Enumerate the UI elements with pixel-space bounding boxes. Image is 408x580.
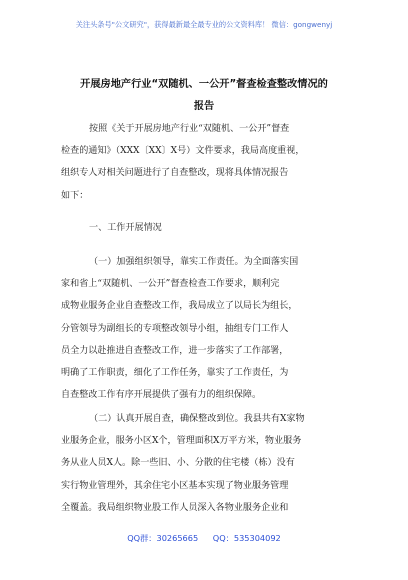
qq-number: QQ：535304092 [212, 533, 281, 543]
paragraph-line: 家和省上“双随机、一公开”督查检查工作要求，顺利完 [61, 279, 280, 290]
footer-contact [0, 533, 408, 544]
header-banner: 关注头条号"公文研究"，获得最新最全最专业的公文资料库！ 微信：gongwenyj [75, 20, 333, 29]
intro-line: 如下： [61, 190, 89, 201]
paragraph-organization [61, 251, 351, 406]
section-heading: 一、工作开展情况 [89, 223, 162, 233]
paragraph-line: 业服务企业，服务小区X个，管理面积X万平方米，物业服务 [61, 436, 302, 447]
paragraph-line: （一）加强组织领导，靠实工作责任。为全面落实国 [89, 257, 299, 267]
paragraph-line: 成物业服务企业自查整改工作，我局成立了以局长为组长， [61, 301, 298, 312]
intro-line: 按照《关于开展房地产行业“双随机、一公开”督查 [89, 124, 290, 134]
intro-line: 检查的通知》（XXX〔XX〕X号）文件要求，我局高度重视， [61, 146, 305, 157]
paragraph-line: 员全力以赴推进自查整改工作，进一步落实了工作部署， [61, 345, 289, 356]
intro-line: 组织专人对相关问题进行了自查整改，现将具体情况报告 [61, 168, 289, 179]
paragraph-line: 全覆盖。我局组织物业股工作人员深入各物业服务企业和 [61, 502, 289, 513]
paragraph-self-inspection [61, 408, 351, 519]
paragraph-line: （二）认真开展自查，确保整改到位。我县共有X家物 [89, 414, 305, 424]
document-title-line-1: 开展房地产行业“双随机、一公开”督查检查整改情况的 [80, 79, 328, 90]
paragraph-line: 明确了工作职责，细化了工作任务，靠实了工作责任，为 [61, 368, 289, 379]
qq-group-number: QQ群：30265665 [127, 533, 199, 543]
document-title-line-2: 报告 [193, 101, 215, 112]
paragraph-line: 实行物业管理外，其余住宅小区基本实现了物业服务管理 [61, 480, 289, 491]
paragraph-line: 务从业人员X人。除一些旧、小、分散的住宅楼（栋）没有 [61, 458, 295, 469]
intro-paragraph [61, 118, 351, 207]
paragraph-line: 自查整改工作有序开展提供了强有力的组织保障。 [61, 390, 262, 401]
paragraph-line: 分管领导为副组长的专项整改领导小组，抽组专门工作人 [61, 323, 289, 334]
